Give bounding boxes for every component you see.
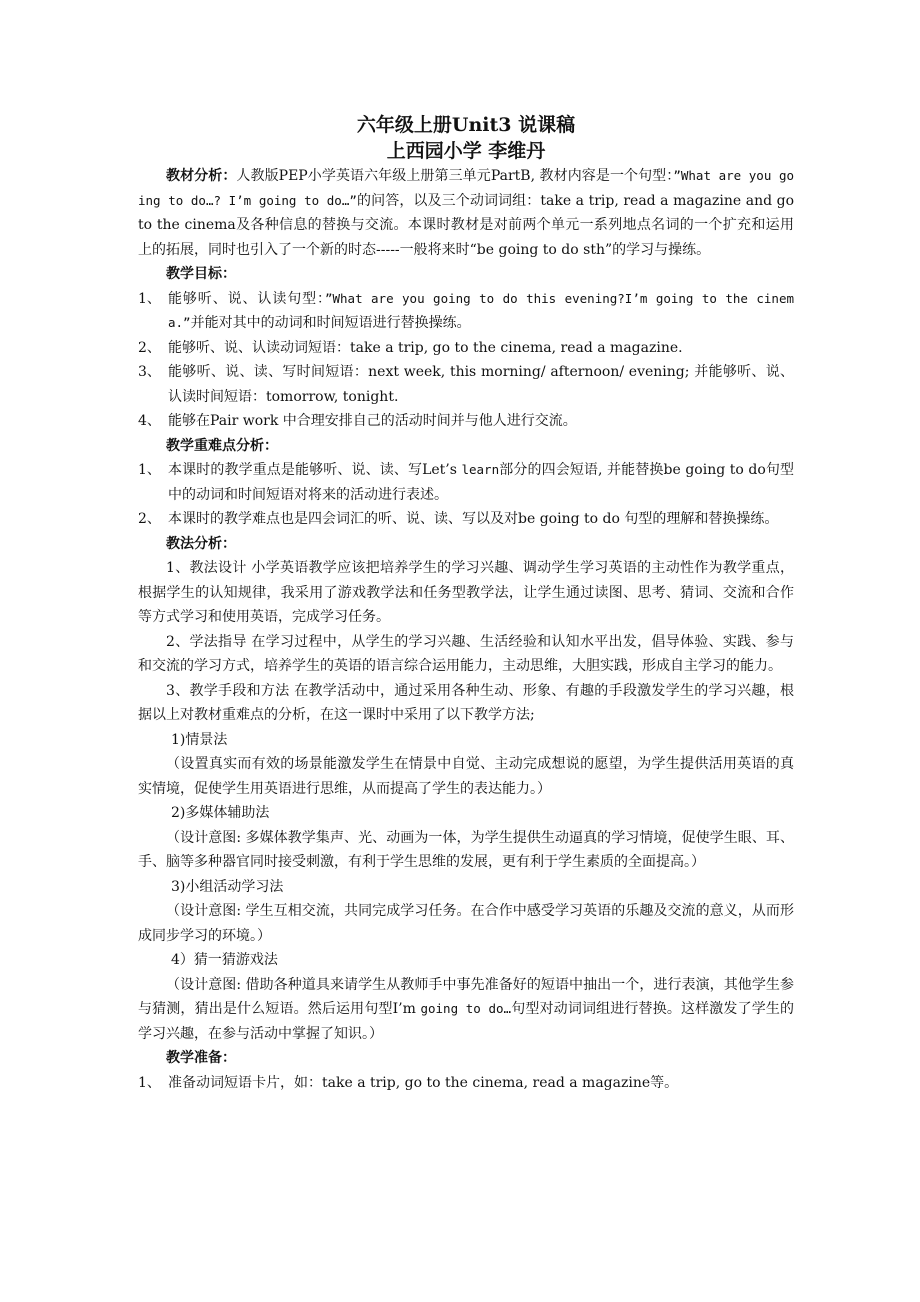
list-text: 能够听、说、认读动词短语：take a trip, go to the cinema, read a magazine. (168, 339, 683, 356)
methods-paragraph-3: 3、教学手段和方法 在教学活动中，通过采用各种生动、形象、有趣的手段激发学生的学习兴趣，根据以上对教材重难点的分析，在这一课时中采用了以下教学方法; (138, 682, 794, 723)
method-2-title: 2)多媒体辅助法 (171, 805, 270, 821)
list-text: 能够听、说、读、写时间短语：next week, this morning/ afternoon/ evening; 并能够听、说、认读时间短语：tomorrow, tonight. (168, 364, 794, 405)
list-number: 1、 (138, 462, 161, 478)
prep-heading: 教学准备： (166, 1050, 236, 1066)
method-3-title: 3)小组活动学习法 (171, 878, 284, 895)
list-item (138, 287, 794, 336)
goals-list (138, 287, 794, 434)
method-4-title: 4）猜一猜游戏法 (171, 952, 278, 968)
list-number: 2、 (138, 511, 161, 527)
method-2-text: （设计意图: 多媒体教学集声、光、动画为一体，为学生提供生动逼真的学习情境，促使学生眼、耳、手、脑等多种器官同时接受刺激，有利于学生思维的发展，更有利于学生素质的全面提高。） (138, 829, 794, 870)
list-number: 4、 (138, 413, 161, 429)
method-1-title: 1)情景法 (171, 731, 228, 748)
goals-heading: 教学目标： (166, 266, 236, 282)
list-text: 能够听、说、认读句型：”What are you going to do this evening?I’m going to the cinema.”并能对其中的动词和时间短语进行替换操练。 (168, 290, 794, 331)
list-item (138, 409, 794, 434)
method-4-text: （设计意图: 借助各种道具来请学生从教师手中事先准备好的短语中抽出一个，进行表演，其他学生参与猜测，猜出是什么短语。然后运用句型I’m going to do…句型对动词词组进行替换。这样激发了学生的学习兴趣，在参与活动中掌握了知识。） (138, 976, 795, 1042)
list-number: 3、 (138, 364, 161, 380)
method-3-text: （设计意图: 学生互相交流，共同完成学习任务。在合作中感受学习英语的乐趣及交流的意义，从而形成同步学习的环境。） (138, 903, 794, 944)
analysis-heading: 教材分析： (166, 168, 237, 184)
document-page (138, 112, 794, 1095)
list-item (138, 336, 794, 361)
list-text: 本课时的教学难点也是四会词汇的听、说、读、写以及对be going to do 句型的理解和替换操练。 (168, 511, 779, 527)
list-number: 1、 (138, 290, 161, 307)
prep-list (138, 1071, 794, 1096)
methods-paragraph-2: 2、学法指导 在学习过程中，从学生的学习兴趣、生活经验和认知水平出发，倡导体验、实践、参与和交流的学习方式，培养学生的英语的语言综合运用能力，主动思维，大胆实践，形成自主学习的能力。 (138, 633, 794, 674)
list-number: 1、 (138, 1074, 161, 1091)
list-item (138, 1071, 794, 1096)
analysis-text-1: 人教版PEP小学英语六年级上册第三单元PartB, 教材内容是一个句型： (236, 168, 674, 184)
analysis-paragraph (138, 164, 794, 262)
document-title: 六年级上册Unit3 说课稿 (356, 114, 576, 136)
analysis-quote: ”What are you going to do…? I’m going to do…” (138, 168, 795, 208)
methods-heading: 教法分析： (166, 535, 236, 552)
list-text: 准备动词短语卡片，如：take a trip, go to the cinema, read a magazine等。 (168, 1074, 679, 1091)
list-item (138, 360, 794, 409)
method-1-text: （设置真实而有效的场景能激发学生在情景中自觉、主动完成想说的愿望，为学生提供活用英语的真实情境，促使学生用英语进行思维，从而提高了学生的表达能力。） (138, 756, 794, 797)
analysis-text-2: 的问答，以及三个动词词组：take a trip, read a magazine and go to the cinema及各种信息的替换与交流。本课时教材是对前两个单元一系列地点名词的一个扩充和运用上的拓展，同时也引入了一个新的时态-----一般将来时“be going to do sth”的学习与操练。 (138, 192, 794, 258)
keypoints-heading: 教学重难点分析： (166, 437, 278, 454)
keypoints-list (138, 458, 794, 532)
methods-paragraph-1: 1、教法设计 小学英语教学应该把培养学生的学习兴趣、调动学生学习英语的主动性作为教学重点，根据学生的认知规律，我采用了游戏教学法和任务型教学法，让学生通过读图、思考、猜词、交流和合作等方式学习和使用英语，完成学习任务。 (138, 560, 794, 625)
document-subtitle: 上西园小学 李维丹 (386, 140, 546, 162)
list-item (138, 458, 794, 507)
list-text: 能够在Pair work 中合理安排自己的活动时间并与他人进行交流。 (168, 413, 577, 429)
list-item (138, 507, 794, 532)
list-text: 本课时的教学重点是能够听、说、读、写Let’s learn部分的四会短语, 并能替换be going to do句型中的动词和时间短语对将来的活动进行表述。 (168, 462, 794, 503)
list-number: 2、 (138, 339, 161, 356)
